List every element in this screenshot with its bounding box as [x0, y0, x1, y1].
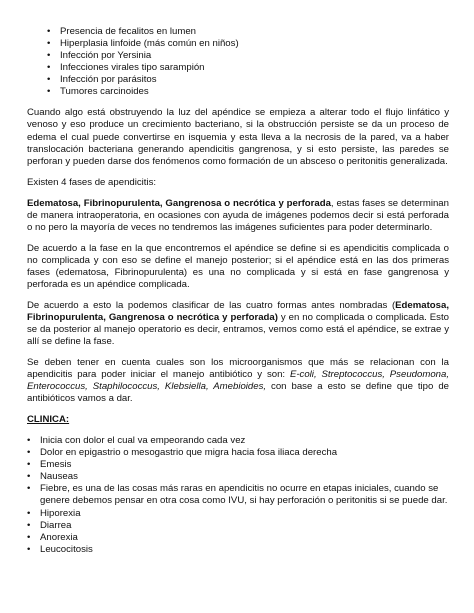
list-item: • Presencia de fecalitos en lumen: [47, 26, 449, 38]
classification-bold: Edematosa, Fibrinopurulenta, Gangrenosa o necrótica y perforada): [27, 299, 449, 323]
list-item: • Emesis: [27, 459, 449, 471]
list-item: • Leucocitosis: [27, 544, 449, 556]
list-item: • Fiebre, es una de las cosas más raras en apendicitis no ocurre en etapas iniciales, cuando se genere debemos pensar en otra cosa como IVU, si hay perforación o peritonitis si se puede dar.: [27, 483, 449, 507]
classification-text-b: y en no complicada o complicada. Esto se da posterior al manejo operatorio es decir, entramos, vemos como está el apéndice, se extrae y allí se define la fase.: [27, 311, 449, 348]
paragraph-classification: [27, 300, 449, 348]
micro-italic: E-coli, Streptococcus, Pseudomona, Enterococcus, Staphilococcus, Klebsiella, Amebioides,: [27, 369, 449, 393]
micro-text-b: con base a esto se define que tipo de antibióticos vamos a dar.: [27, 381, 449, 405]
list-item: • Anorexia: [27, 532, 449, 544]
phases-bold: Edematosa, Fibrinopurulenta, Gangrenosa o necrótica y perforada: [27, 197, 331, 209]
paragraph-phases: [27, 198, 449, 234]
list-item: • Diarrea: [27, 520, 449, 532]
list-item: • Infección por Yersinia: [47, 50, 449, 62]
causes-list: [47, 26, 449, 99]
paragraph-obstruction: Cuando algo está obstruyendo la luz del apéndice se empieza a alterar todo el flujo linfático y venoso y eso produce un crecimiento bacteriano, si la obstrucción persiste se da un proceso de edema el cual puede convertirse en isquemia y esta lleva a la necrosis de la pared, va a haber translocación bacteriana generando apendicitis gangrenosa, y si esto persiste, las paredes se perforan y pueden darse dos fenómenos como formación de un absceso o peritonitis generalizada.: [27, 107, 449, 167]
list-item: • Nauseas: [27, 471, 449, 483]
paragraph-microorganisms: [27, 357, 449, 405]
clinica-heading: CLINICA:: [27, 414, 70, 426]
list-item: • Hiperplasia linfoide (más común en niños): [47, 38, 449, 50]
list-item: • Tumores carcinoides: [47, 86, 449, 98]
list-item: • Infección por parásitos: [47, 74, 449, 86]
micro-text-a: Se deben tener en cuenta cuales son los microorganismos que más se relacionan con la apendicitis para poder iniciar el manejo antibiótico y son:: [27, 356, 449, 381]
clinica-list: [27, 435, 449, 556]
paragraph-complication: De acuerdo a la fase en la que encontremos el apéndice se define si es apendicitis complicada o no complicada y con eso se define el manejo posterior; si el apéndice está en las dos primeras fases (edematosa, Fibrinopurulenta) es una no complicada y si está en fase gangrenosa y perforada es un apéndice complicada.: [27, 242, 449, 290]
document-page: [27, 26, 449, 556]
phases-text: , estas fases se determinan de manera intraoperatoria, en ocasiones con ayuda de imágenes podemos decir si está perforada o no pero la mayoría de veces no tendremos las imágenes suficientes para poder determinarlo.: [27, 197, 449, 233]
list-item: • Dolor en epigastrio o mesogastrio que migra hacia fosa iliaca derecha: [27, 447, 449, 459]
list-item: • Hiporexia: [27, 508, 449, 520]
list-item: • Infecciones virales tipo sarampión: [47, 62, 449, 74]
classification-text-a: De acuerdo a esto la podemos clasificar de las cuatro formas antes nombradas (: [27, 299, 396, 311]
list-item: • Inicia con dolor el cual va empeorando cada vez: [27, 435, 449, 447]
paragraph-phases-intro: Existen 4 fases de apendicitis:: [27, 176, 157, 188]
